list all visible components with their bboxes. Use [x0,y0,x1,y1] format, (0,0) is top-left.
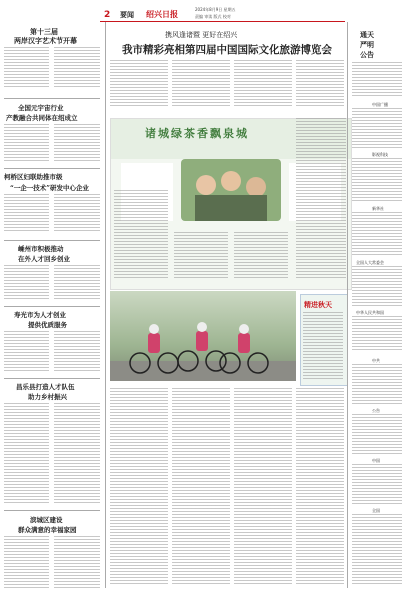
left-headline-7a: 滨城区建设 [30,516,63,524]
sidebar-label-8: 中国 [372,458,380,463]
left-headline-3a: 柯桥区妇联助推市级 [4,173,63,181]
left-headline-6b: 助力乡村振兴 [28,393,67,401]
cyclist-photo [110,291,296,381]
header-meta: 2024年8月9日 星期五 [195,7,236,12]
left-headline-2b: 产教融合共同体在绍成立 [6,114,78,122]
left-headline-3b: “一企一技术”研发中心企业 [10,184,89,192]
left-column [0,0,111,591]
sidebar-label-4: 全国人大常委会 [356,260,384,265]
left-headline-2a: 全国元宇宙行业 [18,104,64,112]
sidebar-label-1: 中国广播 [372,102,388,107]
sidebar-label-7: 公告 [372,408,380,413]
section-name: 要闻 [120,11,134,19]
left-headline-6a: 昌乐县打造人才队伍 [16,383,75,391]
right-sidebar [350,22,405,588]
left-headline-4b: 在外人才回乡创业 [18,255,70,263]
sidebar-title-2: 严明 [360,40,374,49]
page-number: 2 [104,10,111,20]
lead-kicker: 携风逢诸暨 更好在绍兴 [165,31,238,39]
sidebar-label-9: 全国 [372,508,380,513]
left-divider [105,22,106,588]
sidebar-label-5: 中华人民共和国 [356,310,384,315]
header-meta-2: 责编 审读 版式 校对 [195,14,231,19]
sidebar-label-3: 新华社 [372,206,384,211]
left-headline-5b: 提供优质服务 [28,321,67,329]
inset-title: 精进秋天 [304,300,332,309]
sidebar-label-2: 影视科技 [372,152,388,157]
left-headline-4a: 嵊州市积极推动 [18,245,64,253]
left-headline-1b: 两岸汉字艺术节开幕 [14,36,77,45]
lead-title: 我市精彩亮相第四届中国国际文化旅游博览会 [122,44,332,56]
cyclists-illustration [110,291,296,381]
sidebar-label-6: 中共 [372,358,380,363]
left-headline-7b: 群众满意的幸福家园 [18,526,77,534]
left-headline-1a: 第十三届 [30,27,58,36]
sidebar-title-1: 通天 [360,30,374,39]
paper-name: 绍兴日报 [146,9,178,19]
sidebar-title-3: 公告 [360,50,374,59]
left-headline-5a: 寿光市为人才创业 [14,311,66,319]
header-rule [100,21,345,22]
banner-title: 诸城绿茶香飘泉城 [145,127,249,140]
